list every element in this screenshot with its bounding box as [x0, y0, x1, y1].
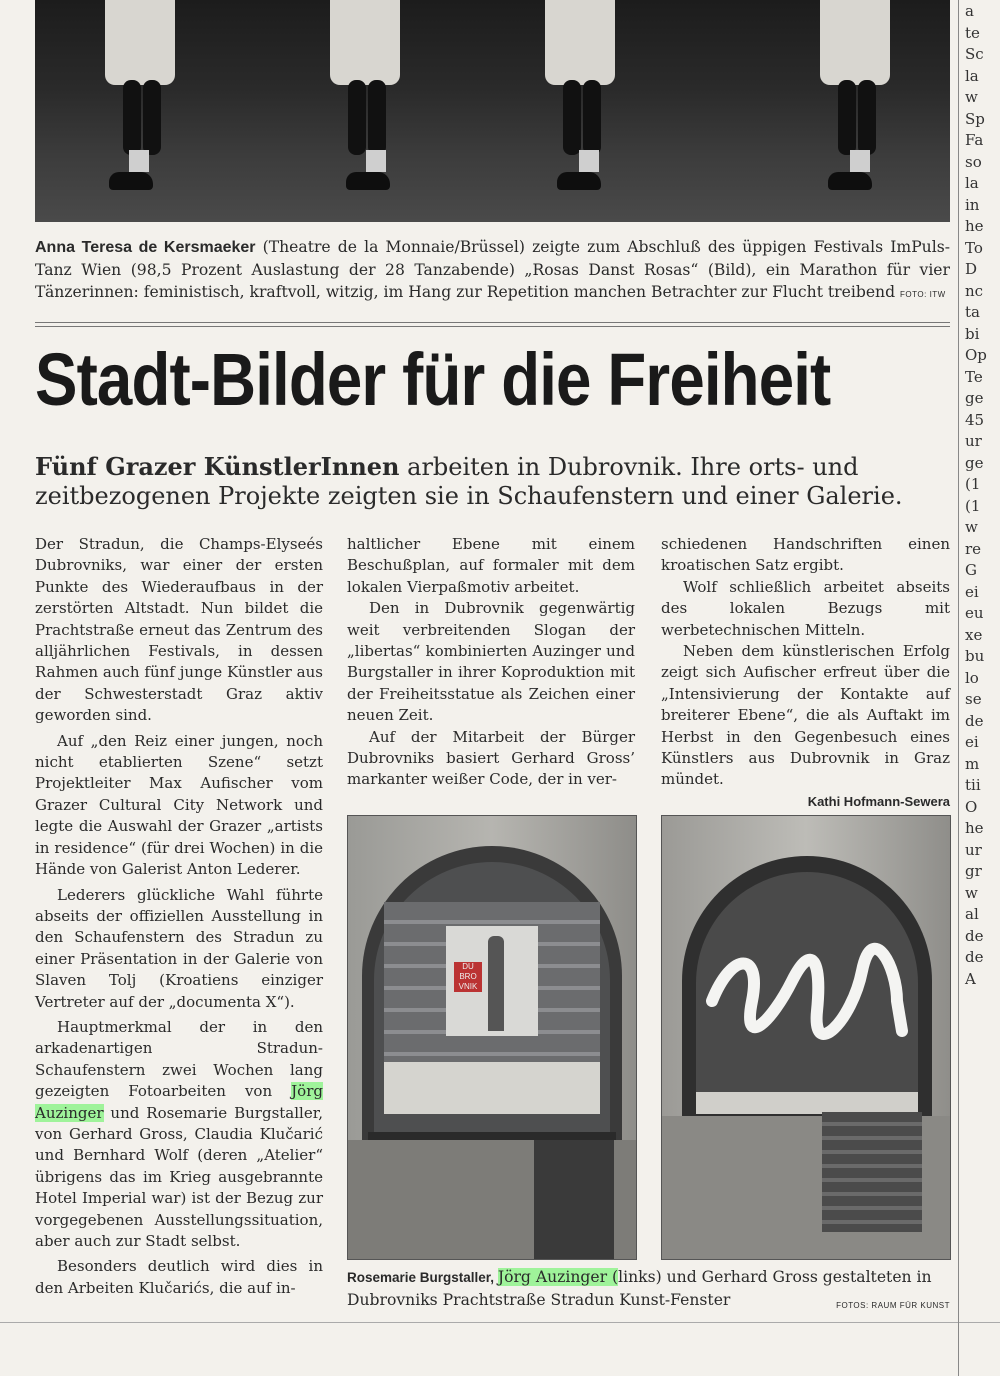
- fragment-text: ge: [965, 453, 984, 472]
- highlighted-name: Jörg Auzinger (: [497, 1268, 619, 1286]
- fragment-text: nc: [965, 281, 984, 300]
- dancer-figure: [320, 0, 410, 210]
- fragment-text: Te: [965, 367, 983, 386]
- fragment-text: D: [965, 260, 978, 278]
- fragment-text: se: [965, 690, 982, 708]
- paragraph: Den in Dubrovnik gegenwärtig weit verbreitenden Slogan der „libertas“ kombinierten Auzinger und Burgstaller in ihrer Koproduktion mit der Freiheitsstatue als Zeichen einer neuen Zeit.: [347, 599, 635, 725]
- fragment-text: ur: [965, 432, 982, 450]
- fragment-text: de: [965, 948, 984, 966]
- highlighted-name: Jörg Auzinger: [35, 1082, 323, 1122]
- caption-name: Rosemarie Burgstaller,: [347, 1270, 498, 1285]
- fragment-text: ei: [965, 733, 979, 751]
- photo-caption-top: [35, 236, 950, 306]
- fragment-text: bu: [965, 647, 985, 665]
- subheadline: [35, 452, 950, 511]
- photo-credit: FOTOS: RAUM FÜR KUNST: [836, 1301, 950, 1310]
- fragment-text: 45: [965, 410, 985, 429]
- fragment-text: he: [965, 217, 984, 235]
- subhead-rest: arbeiten in Dubrovnik. Ihre orts- und zeitbezogenen Projekte zeigten sie in Schaufenstern und einer Galerie.: [35, 453, 903, 510]
- divider: [0, 1322, 1000, 1323]
- adjacent-column-fragment: [958, 0, 1000, 1376]
- fragment-text: w: [965, 88, 978, 106]
- fragment-text: ei: [965, 582, 979, 601]
- fragment-text: G: [965, 561, 977, 579]
- fragment-text: (1: [965, 496, 981, 515]
- shop-window-photo-right: [661, 815, 951, 1260]
- fragment-text: Sc: [965, 45, 984, 63]
- article-column-1: [35, 534, 323, 1299]
- fragment-text: re: [965, 539, 982, 558]
- paragraph: Besonders deutlich wird dies in den Arbeiten Klučarićs, die auf in-: [35, 1257, 323, 1297]
- paragraph: Der Stradun, die Champs-Elyseés Dubrovniks, war einer der ersten Punkte des Wiederaufbaus in der zerstörten Altstadt. Nun bildet die Prachtstraße erneut das Zentrum des alljährlichen Festivals, in dessen Rahmen auch fünf junge Künstler aus der Schwesterstadt Graz aktiv geworden sind.: [35, 535, 323, 725]
- paragraph: Auf der Mitarbeit der Bürger Dubrovniks basiert Gerhard Gross’ markanter weißer Code, der in ver-: [347, 727, 635, 789]
- fragment-text: la: [965, 174, 979, 192]
- paragraph: Auf „den Reiz einer jungen, noch nicht etablierten Szene“ setzt Projektleiter Max Aufischer vom Grazer Cultural City Network und legte die Auswahl der Grazer „artists in residence“ (für drei Wochen) in die Hände von Galerist Anton Lederer.: [35, 731, 323, 879]
- dance-photo: [35, 0, 950, 222]
- fragment-text: xe: [965, 625, 983, 644]
- fragment-text: he: [965, 819, 984, 837]
- fragment-text: ur: [965, 840, 982, 859]
- fragment-text: To: [965, 238, 983, 257]
- poster-text: DU BRO VNIK: [454, 962, 482, 992]
- paragraph: Neben dem künstlerischen Erfolg zeigt sich Aufischer erfreut über die „Intensivierung der Kontakte auf breiterer Ebene“, die als Auftakt im Herbst in den Gegenbesuch eines Künstlers aus Dubrovnik in Graz mündet.: [661, 642, 950, 789]
- fragment-text: a: [965, 2, 974, 20]
- paragraph: Lederers glückliche Wahl führte abseits der offiziellen Ausstellung in den Schaufenstern des Stradun zu einer Präsentation in der Galerie von Slaven Tolj (Kroatiens einziger Vertreter auf der „documenta X“).: [35, 885, 323, 1011]
- fragment-text: de: [965, 926, 984, 945]
- subhead-bold: Fünf Grazer KünstlerInnen: [35, 452, 400, 481]
- photo-credit: FOTO: ITW: [900, 290, 946, 299]
- fragment-text: in: [965, 195, 980, 214]
- fragment-text: tii: [965, 776, 981, 794]
- fragment-text: te: [965, 23, 980, 42]
- fragment-text: ta: [965, 303, 980, 321]
- photo-caption-bottom: [347, 1266, 950, 1317]
- fragment-text: Op: [965, 346, 987, 364]
- dancer-figure: [535, 0, 625, 210]
- article-column-3: [661, 534, 950, 812]
- fragment-text: (1: [965, 475, 981, 493]
- caption-name: Anna Teresa de Kersmaeker: [35, 239, 256, 256]
- author-byline: Kathi Hofmann-Sewera: [807, 793, 950, 809]
- paragraph-text: und Rosemarie Burgstaller, von Gerhard Gross, Claudia Klučarić und Bernhard Wolf (deren „Atelier“ übrigens das im Krieg ausgebrannte Hotel Imperial war) ist der Bezug zur vorgegebenen Ausstellungssituation, aber auch zur Stadt selbst.: [35, 1103, 323, 1250]
- paragraph: Wolf schließlich arbeitet abseits des lokalen Bezugs mit werbetechnischen Mitteln.: [661, 577, 950, 639]
- headline: Stadt-Bilder für die Freiheit: [35, 338, 831, 421]
- paragraph: schiedenen Handschriften einen kroatischen Satz ergibt.: [661, 535, 950, 575]
- fragment-text: m: [965, 754, 980, 773]
- caption-text: (Theatre de la Monnaie/Brüssel) zeigte zum Abschluß des üppigen Festivals ImPuls-Tanz Wien (98,5 Prozent Auslastung der 28 Tanzabende) „Rosas Danst Rosas“ (Bild), ein Marathon für vier Tänzerinnen: feministisch, kraftvoll, witzig, im Hang zur Repetition manchen Betrachter zur Flucht treibend: [35, 238, 950, 301]
- dancer-figure: [810, 0, 900, 210]
- fragment-text: so: [965, 152, 982, 171]
- fragment-text: bi: [965, 324, 980, 343]
- fragment-text: w: [965, 518, 978, 536]
- fragment-text: w: [965, 883, 978, 902]
- fragment-text: O: [965, 797, 978, 816]
- divider: [35, 326, 950, 327]
- paragraph: [35, 1017, 323, 1252]
- fragment-text: lo: [965, 668, 979, 687]
- paragraph-text: Hauptmerkmal der in den arkadenartigen Stradun-Schaufenstern zwei Wochen lang gezeigten Fotoarbeiten von: [35, 1017, 323, 1101]
- shop-window-photo-left: [347, 815, 637, 1260]
- caption-text: links) und Gerhard Gross gestalteten in Dubrovniks Prachtstraße Stradun Kunst-Fenster: [347, 1268, 932, 1309]
- fragment-text: eu: [965, 604, 984, 622]
- fragment-text: Fa: [965, 131, 984, 149]
- paragraph: haltlicher Ebene mit einem Beschußplan, auf formaler mit dem lokalen Vierpaßmotiv arbeitet.: [347, 535, 635, 596]
- libertas-poster: [446, 926, 538, 1036]
- fragment-text: ge: [965, 389, 984, 407]
- article-column-2: [347, 534, 635, 791]
- fragment-text: Sp: [965, 109, 985, 128]
- white-code-graffiti: [702, 931, 912, 1041]
- fragment-text: de: [965, 711, 984, 730]
- fragment-text: A: [965, 969, 976, 988]
- fragment-text: la: [965, 66, 979, 85]
- divider: [35, 322, 950, 323]
- dancer-figure: [95, 0, 185, 210]
- fragment-text: al: [965, 905, 979, 923]
- fragment-text: gr: [965, 862, 982, 880]
